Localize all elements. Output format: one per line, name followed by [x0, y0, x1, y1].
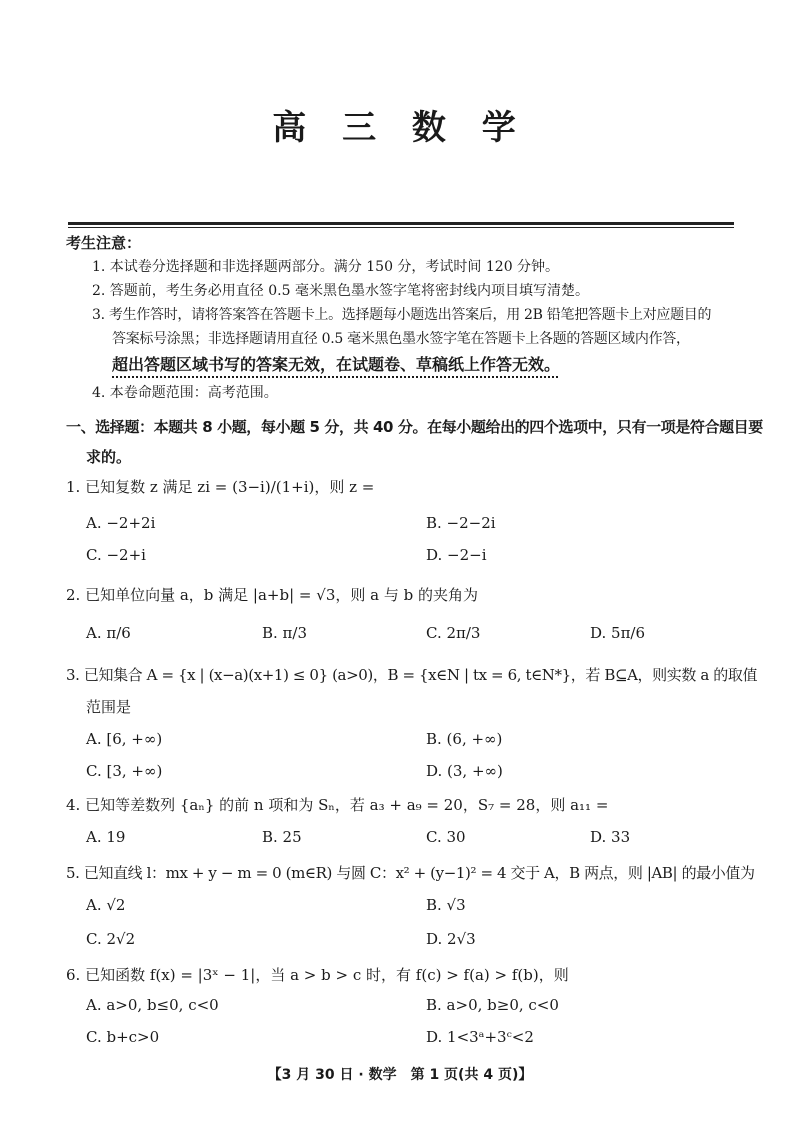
- q3-option-d: D. (3, +∞): [426, 762, 503, 780]
- question-3-stem-cont: 范围是: [86, 698, 132, 716]
- q5-option-d: D. 2√3: [426, 930, 476, 948]
- q1-option-d: D. −2−i: [426, 546, 487, 564]
- q6-option-d: D. 1<3ᵃ+3ᶜ<2: [426, 1028, 534, 1046]
- notice-item-2: 2. 答题前，考生务必用直径 0.5 毫米黑色墨水签字笔将密封线内项目填写清楚。: [92, 283, 589, 299]
- header-rule-thin: [68, 227, 734, 228]
- notice-item-4: 4. 本卷命题范围：高考范围。: [92, 385, 278, 401]
- q2-option-c: C. 2π/3: [426, 624, 481, 642]
- q5-option-c: C. 2√2: [86, 930, 136, 948]
- notice-item-3: 3. 考生作答时，请将答案答在答题卡上。选择题每小题选出答案后，用 2B 铅笔把答题卡上对应题目的: [92, 307, 712, 323]
- q2-option-a: A. π/6: [86, 624, 131, 642]
- question-6-stem: 6. 已知函数 f(x) = |3ˣ − 1|，当 a > b > c 时，有 f(c) > f(a) > f(b)，则: [66, 966, 569, 984]
- page-title: 高 三 数 学: [272, 108, 528, 148]
- q3-option-b: B. (6, +∞): [426, 730, 503, 748]
- q4-option-d: D. 33: [590, 828, 631, 846]
- section-heading: 一、选择题：本题共 8 小题，每小题 5 分，共 40 分。在每小题给出的四个选项中，只有一项是符合题目要: [66, 418, 763, 436]
- header-rule-thick: [68, 222, 734, 225]
- notice-heading: 考生注意：: [66, 234, 142, 252]
- q2-option-d: D. 5π/6: [590, 624, 646, 642]
- q2-option-b: B. π/3: [262, 624, 308, 642]
- notice-item-3-cont: 答案标号涂黑；非选择题请用直径 0.5 毫米黑色墨水签字笔在答题卡上各题的答题区域内作答，: [112, 331, 690, 347]
- q5-option-a: A. √2: [86, 896, 126, 914]
- q1-option-c: C. −2+i: [86, 546, 146, 564]
- question-1-stem: 1. 已知复数 z 满足 zi = (3−i)/(1+i)，则 z =: [66, 478, 375, 496]
- page-footer: 【3 月 30 日 · 数学 第 1 页(共 4 页)】: [267, 1067, 533, 1083]
- question-5-stem: 5. 已知直线 l：mx + y − m = 0 (m∈R) 与圆 C：x² + (y−1)² = 4 交于 A，B 两点，则 |AB| 的最小值为: [66, 864, 755, 882]
- question-4-stem: 4. 已知等差数列 {aₙ} 的前 n 项和为 Sₙ，若 a₃ + a₉ = 20，S₇ = 28，则 a₁₁ =: [66, 796, 609, 814]
- q6-option-a: A. a>0, b≤0, c<0: [86, 996, 219, 1014]
- q1-option-a: A. −2+2i: [86, 514, 156, 532]
- section-heading-cont: 求的。: [86, 448, 132, 466]
- q4-option-b: B. 25: [262, 828, 302, 846]
- q4-option-a: A. 19: [86, 828, 126, 846]
- question-2-stem: 2. 已知单位向量 a，b 满足 |a+b| = √3，则 a 与 b 的夹角为: [66, 586, 478, 604]
- notice-item-1: 1. 本试卷分选择题和非选择题两部分。满分 150 分，考试时间 120 分钟。: [92, 259, 560, 275]
- notice-emphasis: 超出答题区域书写的答案无效，在试题卷、草稿纸上作答无效。: [112, 355, 561, 374]
- q6-option-b: B. a>0, b≥0, c<0: [426, 996, 559, 1014]
- q3-option-a: A. [6, +∞): [86, 730, 163, 748]
- q6-option-c: C. b+c>0: [86, 1028, 160, 1046]
- question-3-stem: 3. 已知集合 A = {x | (x−a)(x+1) ≤ 0} (a>0)，B = {x∈N | tx = 6, t∈N*}，若 B⊆A，则实数 a 的取值: [66, 666, 758, 684]
- q3-option-c: C. [3, +∞): [86, 762, 163, 780]
- q4-option-c: C. 30: [426, 828, 466, 846]
- q5-option-b: B. √3: [426, 896, 466, 914]
- q1-option-b: B. −2−2i: [426, 514, 496, 532]
